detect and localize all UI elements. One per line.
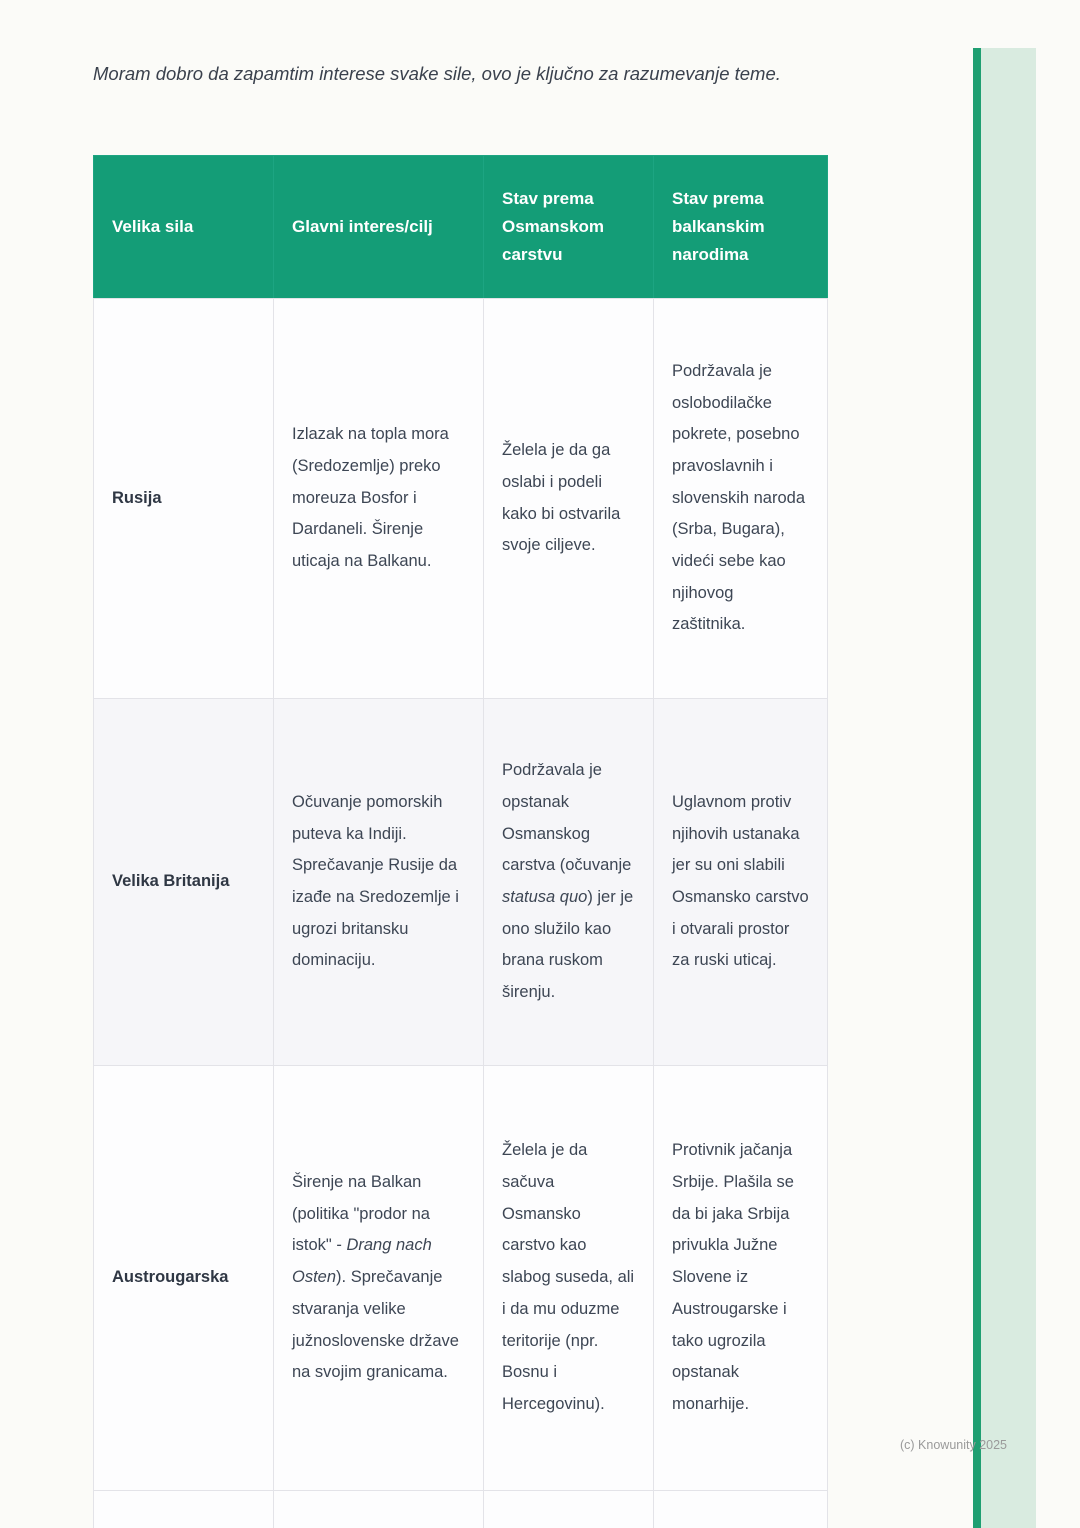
cell-partial-1 xyxy=(94,1491,274,1528)
cell-rusija-interest: Izlazak na topla mora (Sredozemlje) preko moreuza Bosfor i Dardaneli. Širenje uticaja na Balkanu. xyxy=(274,299,484,699)
header-glavni-interes: Glavni interes/cilj xyxy=(274,156,484,299)
great-powers-table xyxy=(93,155,828,1528)
cell-britanija-ottoman: Podržavala je opstanak Osmanskog carstva (očuvanje statusa quo) jer je ono služilo kao brana ruskom širenju. xyxy=(484,699,654,1066)
cell-britanija-interest: Očuvanje pomorskih puteva ka Indiji. Sprečavanje Rusije da izađe na Sredozemlje i ugrozi britansku dominaciju. xyxy=(274,699,484,1066)
table-row-velika-britanija xyxy=(94,699,828,1066)
cell-partial-4 xyxy=(654,1491,828,1528)
right-accent-band xyxy=(981,48,1036,1528)
cell-austro-balkan: Protivnik jačanja Srbije. Plašila se da bi jaka Srbija privukla Južne Slovene iz Austrougarske i tako ugrozila opstanak monarhije. xyxy=(654,1066,828,1491)
header-velika-sila: Velika sila xyxy=(94,156,274,299)
intro-note: Moram dobro da zapamtim interese svake sile, ovo je ključno za razumevanje teme. xyxy=(93,63,781,84)
cell-partial-2 xyxy=(274,1491,484,1528)
header-stav-osmansko: Stav prema Osmanskom carstvu xyxy=(484,156,654,299)
cell-rusija-balkan: Podržavala je oslobodilačke pokrete, posebno pravoslavnih i slovenskih naroda (Srba, Bugara), videći sebe kao njihovog zaštitnika. xyxy=(654,299,828,699)
table-row-austrougarska xyxy=(94,1066,828,1491)
table-header-row xyxy=(94,156,828,299)
cell-austro-power: Austrougarska xyxy=(94,1066,274,1491)
cell-britanija-power: Velika Britanija xyxy=(94,699,274,1066)
cell-rusija-power: Rusija xyxy=(94,299,274,699)
cell-austro-interest: Širenje na Balkan (politika "prodor na istok" - Drang nach Osten). Sprečavanje stvaranja velike južnoslovenske države na svojim granicama. xyxy=(274,1066,484,1491)
cell-partial-3 xyxy=(484,1491,654,1528)
table-row-rusija xyxy=(94,299,828,699)
header-stav-balkan: Stav prema balkanskim narodima xyxy=(654,156,828,299)
cell-austro-ottoman: Želela je da sačuva Osmansko carstvo kao slabog suseda, ali i da mu oduzme teritorije (npr. Bosnu i Hercegovinu). xyxy=(484,1066,654,1491)
copyright-note: (c) Knowunity 2025 xyxy=(900,1438,1008,1452)
table-row-partial xyxy=(94,1491,828,1528)
right-accent-line xyxy=(973,48,981,1528)
cell-britanija-balkan: Uglavnom protiv njihovih ustanaka jer su oni slabili Osmansko carstvo i otvarali prostor za ruski uticaj. xyxy=(654,699,828,1066)
cell-rusija-ottoman: Želela je da ga oslabi i podeli kako bi ostvarila svoje ciljeve. xyxy=(484,299,654,699)
